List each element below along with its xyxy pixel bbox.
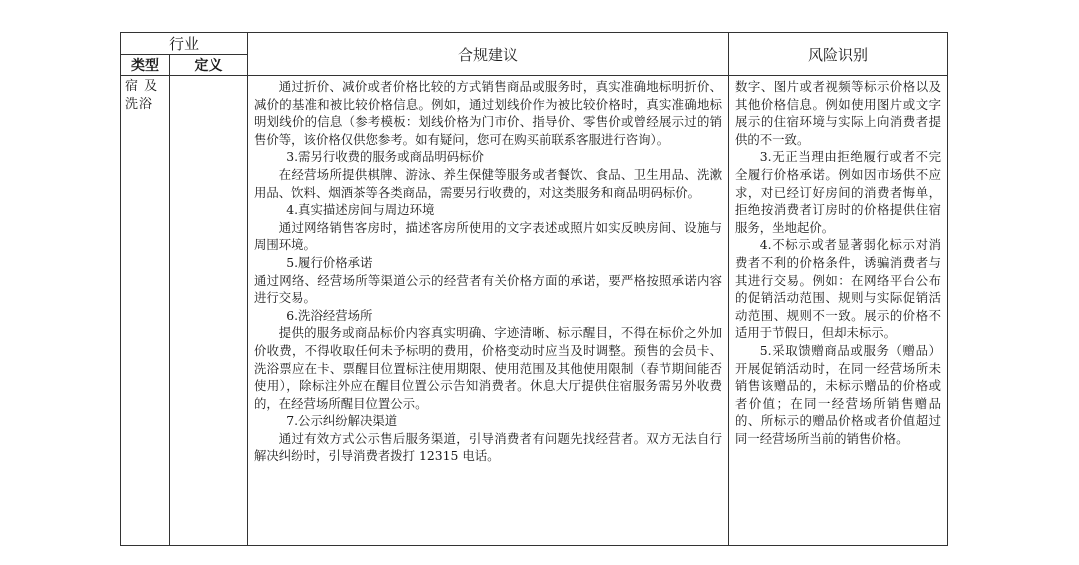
cell-type: 宿 及 洗浴 bbox=[121, 76, 170, 546]
compliance-paragraph: 3.需另行收费的服务或商品明码标价 bbox=[286, 149, 484, 165]
risk-paragraph: 数字、图片或者视频等标示价格以及其他价格信息。例如使用图片或文字展示的住宿环境与实际上向消费者提供的不一致。 bbox=[735, 79, 941, 147]
cell-risk bbox=[729, 76, 948, 546]
compliance-paragraph: 7.公示纠纷解决渠道 bbox=[286, 413, 398, 429]
compliance-paragraph: 通过网络销售客房时，描述客房所使用的文字表述或照片如实反映房间、设施与周围环境。 bbox=[254, 219, 722, 253]
header-risk: 风险识别 bbox=[729, 33, 948, 76]
compliance-paragraph: 提供的服务或商品标价内容真实明确、字迹清晰、标示醒目，不得在标价之外加价收费，不得收取任何未予标明的费用，价格变动时应当及时调整。预售的会员卡、洗浴票应在卡、票醒目位置标注使用期限、使用范围及其他使用限制（春节期间能否使用），除标注外应在醒目位置公示告知消费者。休息大厅提供住宿服务需另外收费的，在经营场所醒目位置公示。 bbox=[254, 325, 722, 411]
cell-definition bbox=[170, 76, 248, 546]
header-definition: 定义 bbox=[170, 55, 248, 76]
risk-paragraph: 3.无正当理由拒绝履行或者不完全履行价格承诺。例如因市场供不应求，对已经订好房间的消费者悔单，拒绝按消费者订房时的价格提供住宿服务，坐地起价。 bbox=[735, 149, 941, 235]
cell-compliance bbox=[248, 76, 729, 546]
header-type: 类型 bbox=[121, 55, 170, 76]
compliance-table bbox=[120, 32, 948, 546]
compliance-paragraph: 通过有效方式公示售后服务渠道，引导消费者有问题先找经营者。双方无法自行解决纠纷时，引导消费者拨打 12315 电话。 bbox=[254, 430, 722, 464]
compliance-paragraph: 通过折价、减价或者价格比较的方式销售商品或服务时，真实准确地标明折价、减价的基准和被比较价格信息。例如，通过划线价作为被比较价格时，真实准确地标明划线价的信息（参考模板：划线价格为门市价、指导价、零售价或曾经展示过的销售价等，该价格仅供您参考。如有疑问，您可在购买前联系客服进行咨询）。 bbox=[254, 79, 722, 147]
header-compliance: 合规建议 bbox=[248, 33, 729, 76]
header-industry: 行业 bbox=[121, 33, 248, 55]
compliance-paragraph: 4.真实描述房间与周边环境 bbox=[286, 202, 435, 218]
compliance-paragraph: 6.洗浴经营场所 bbox=[286, 307, 373, 323]
compliance-paragraph: 在经营场所提供棋牌、游泳、养生保健等服务或者餐饮、食品、卫生用品、洗漱用品、饮料、烟酒茶等各类商品，需要另行收费的，对这类服务和商品明码标价。 bbox=[254, 166, 722, 200]
risk-paragraph: 4.不标示或者显著弱化标示对消费者不利的价格条件，诱骗消费者与其进行交易。例如：在网络平台公布的促销活动范围、规则与实际促销活动范围、规则不一致。展示的价格不适用于节假日，但却未标示。 bbox=[735, 237, 941, 341]
risk-paragraph: 5.采取馈赠商品或服务（赠品）开展促销活动时，在同一经营场所未销售该赠品的，未标示赠品的价格或者价值；在同一经营场所销售赠品的、所标示的赠品价格或者价值超过同一经营场所当前的销售价格。 bbox=[735, 342, 941, 446]
compliance-paragraph: 5.履行价格承诺 bbox=[286, 254, 373, 270]
compliance-paragraph: 通过网络、经营场所等渠道公示的经营者有关价格方面的承诺，要严格按照承诺内容进行交易。 bbox=[254, 272, 722, 306]
